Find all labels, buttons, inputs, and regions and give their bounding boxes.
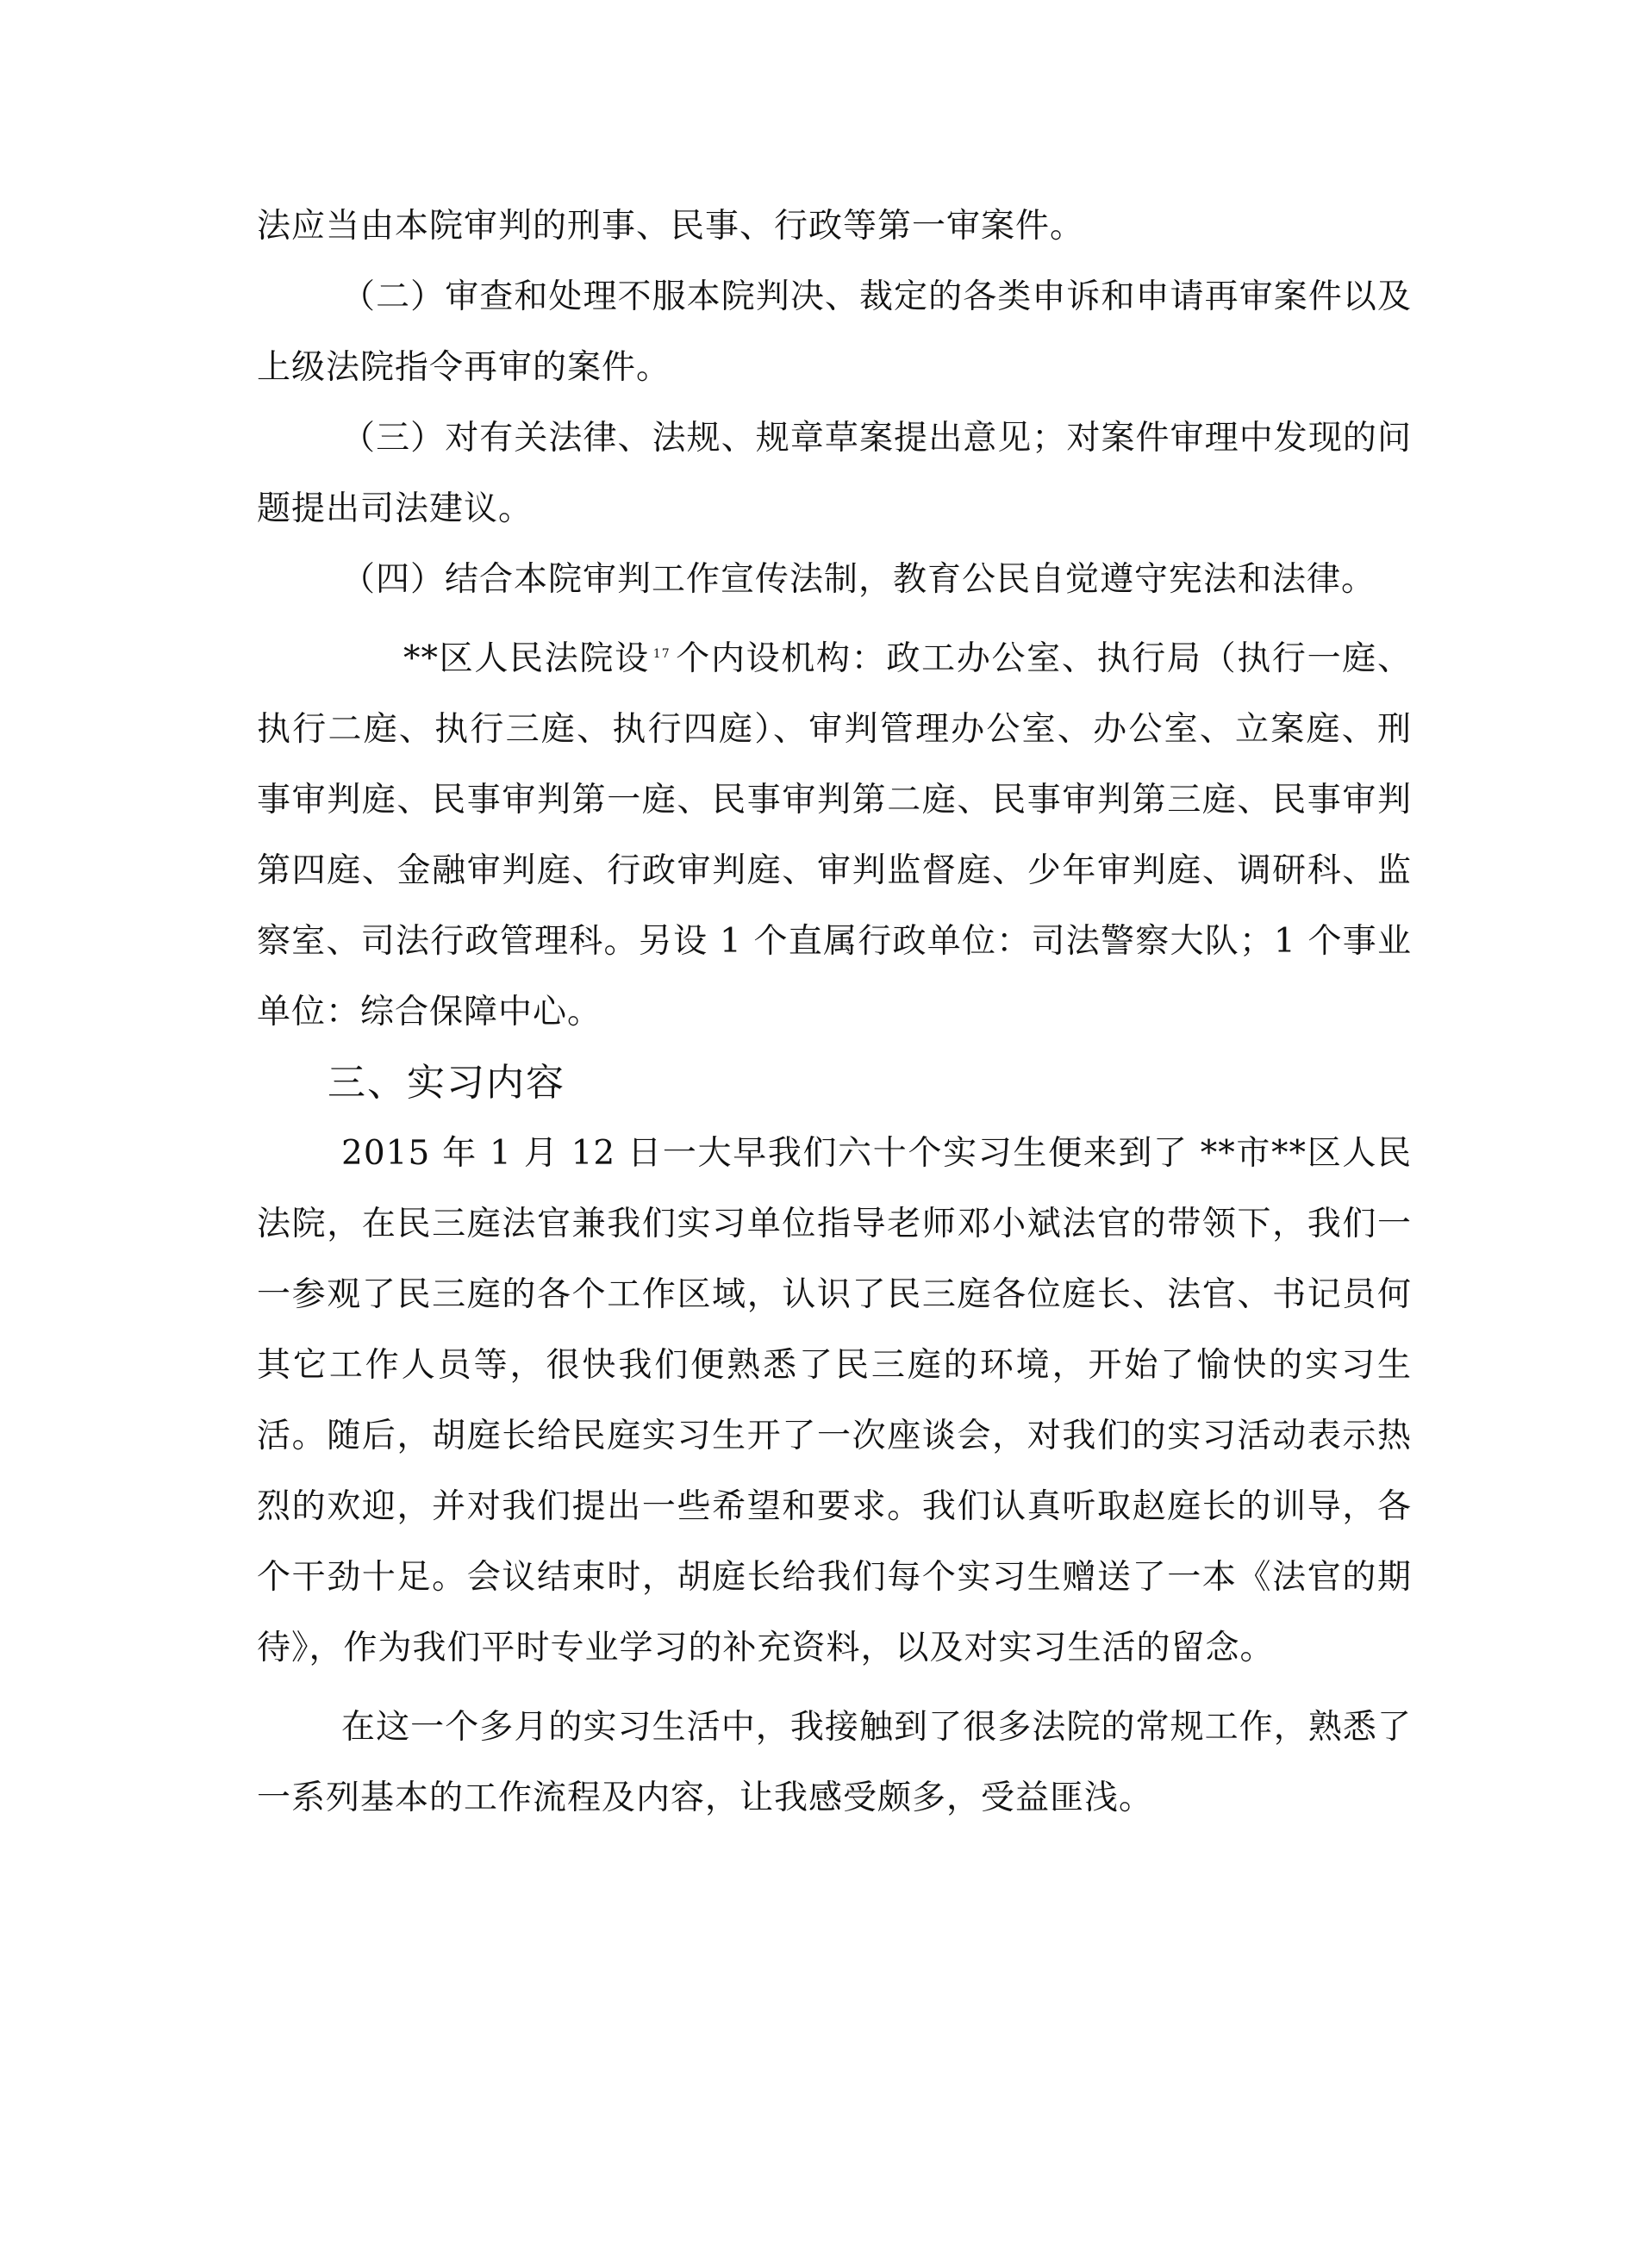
org-text-after: 个内设机构：政工办公室、执行局（执行一庭、执行二庭、执行三庭、执行四庭）、审判管理办公室、办公室、立案庭、刑事审判庭、民事审判第一庭、民事审判第二庭、民事审判第三庭、民事审判第四庭、金融审判庭、行政审判庭、审判监督庭、少年审判庭、调研科、监察室、司法行政管理科。另设 1 个直属行政单位：司法警察大队；1 个事业单位：综合保障中心。 xyxy=(257,639,1412,1031)
paragraph-item-three: （三）对有关法律、法规、规章草案提出意见；对案件审理中发现的问题提出司法建议。 xyxy=(257,419,1412,528)
org-text-before: **区人民法院设 xyxy=(403,639,650,678)
paragraph-org-structure xyxy=(257,624,1412,1048)
paragraph-item-four: （四）结合本院审判工作宣传法制，教育公民自觉遵守宪法和法律。 xyxy=(341,560,1376,599)
section-heading: 三、实习内容 xyxy=(328,1061,565,1105)
paragraph-internship-summary: 在这一个多月的实习生活中，我接触到了很多法院的常规工作，熟悉了一系列基本的工作流程及内容，让我感受颇多，受益匪浅。 xyxy=(257,1708,1412,1817)
paragraph-continuation: 法应当由本院审判的刑事、民事、行政等第一审案件。 xyxy=(257,207,1085,246)
document-body xyxy=(257,191,1412,1834)
org-count-superscript: 17 xyxy=(652,647,671,661)
paragraph-internship-arrival: 2015 年 1 月 12 日一大早我们六十个实习生便来到了 **市**区人民法院，在民三庭法官兼我们实习单位指导老师邓小斌法官的带领下，我们一一参观了民三庭的各个工作区域，认识了民三庭各位庭长、法官、书记员何其它工作人员等，很快我们便熟悉了民三庭的环境，开始了愉快的实习生活。随后，胡庭长给民庭实习生开了一次座谈会，对我们的实习活动表示热烈的欢迎，并对我们提出一些希望和要求。我们认真听取赵庭长的训导，各个干劲十足。会议结束时，胡庭长给我们每个实习生赠送了一本《法官的期待》，作为我们平时专业学习的补充资料，以及对实习生活的留念。 xyxy=(257,1134,1412,1667)
paragraph-item-two: （二）审查和处理不服本院判决、裁定的各类申诉和申请再审案件以及上级法院指令再审的案件。 xyxy=(257,277,1412,387)
